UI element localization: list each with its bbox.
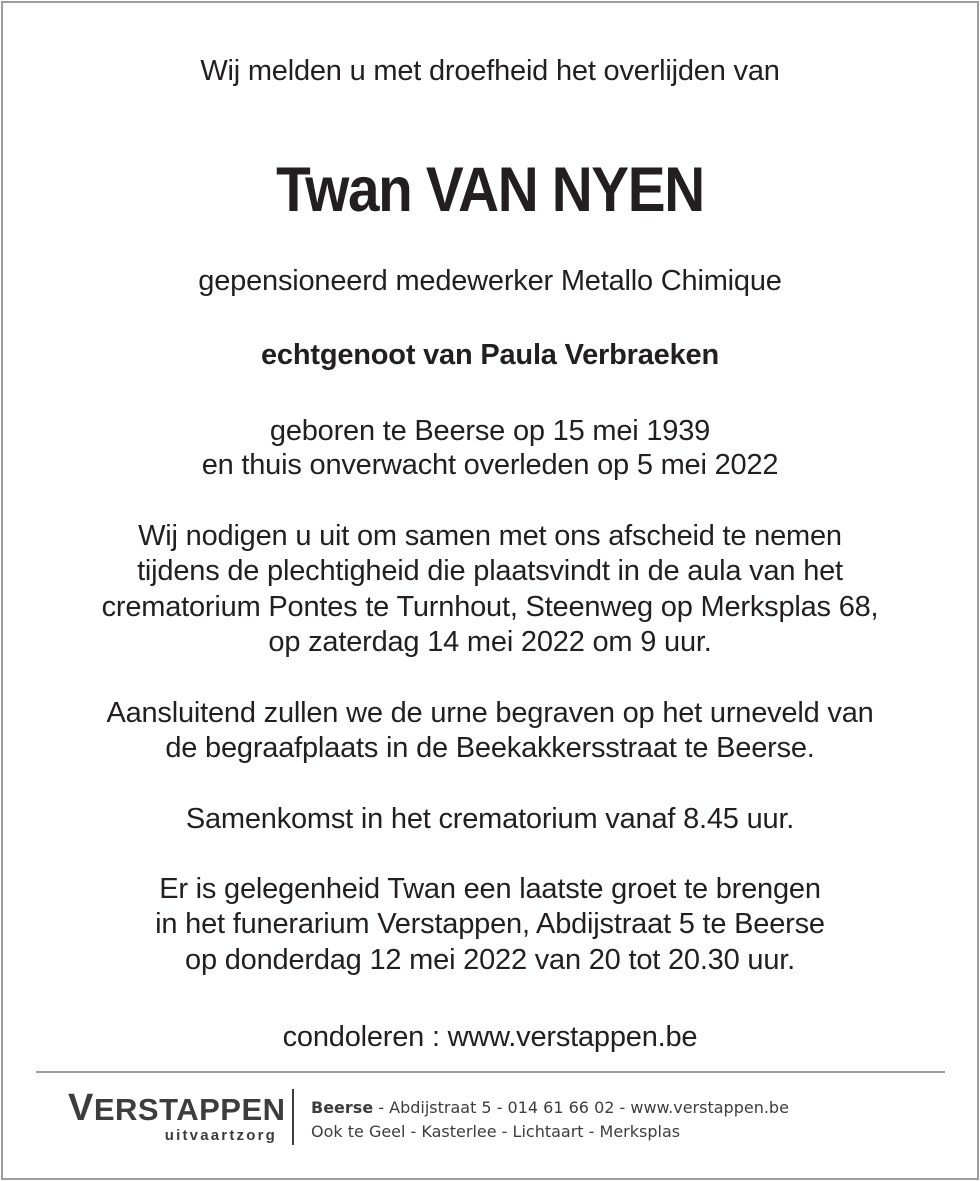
funeral-home-logo (68, 1087, 286, 1147)
ceremony-line: tijdens de plechtigheid die plaatsvindt in de aula van het (137, 555, 843, 587)
footer-contact (311, 1097, 789, 1119)
footer-divider (36, 1071, 945, 1073)
visitation-line: op donderdag 12 mei 2022 van 20 tot 20.30 uur. (185, 944, 795, 976)
ceremony-line: op zaterdag 14 mei 2022 om 9 uur. (268, 626, 712, 658)
deceased-name: Twan VAN NYEN (276, 155, 704, 225)
condolences-link[interactable]: condoleren : www.verstappen.be (282, 1021, 698, 1053)
gathering-text: Samenkomst in het crematorium vanaf 8.45 uur. (185, 803, 795, 835)
spouse-text: echtgenoot van Paula Verbraeken (261, 339, 719, 371)
birth-text: geboren te Beerse op 15 mei 1939 (269, 415, 711, 447)
ceremony-line: crematorium Pontes te Turnhout, Steenweg op Merksplas 68, (101, 591, 879, 623)
footer-separator (292, 1089, 294, 1145)
contact-details: - Abdijstraat 5 - 014 61 66 02 - www.verstappen.be (373, 1098, 789, 1117)
ceremony-line: Wij nodigen u uit om samen met ons afscheid te nemen (138, 520, 842, 552)
contact-city: Beerse (311, 1098, 374, 1117)
burial-line: Aansluitend zullen we de urne begraven op het urneveld van (106, 697, 874, 729)
visitation-line: in het funerarium Verstappen, Abdijstraat 5 te Beerse (155, 908, 825, 940)
visitation-line: Er is gelegenheid Twan een laatste groet te brengen (159, 873, 821, 905)
intro-text: Wij melden u met droefheid het overlijden van (200, 55, 780, 87)
logo-wordmark: VERSTAPPEN (68, 1087, 286, 1129)
death-text: en thuis onverwacht overleden op 5 mei 2022 (201, 449, 779, 481)
condolences-text (0, 1019, 980, 1055)
occupation-text: gepensioneerd medewerker Metallo Chimique (198, 265, 782, 297)
footer-branches: Ook te Geel - Kasterlee - Lichtaart - Merksplas (311, 1122, 681, 1141)
logo-tagline: uitvaartzorg (164, 1127, 277, 1144)
burial-line: de begraafplaats in de Beekakkersstraat te Beerse. (165, 732, 815, 764)
